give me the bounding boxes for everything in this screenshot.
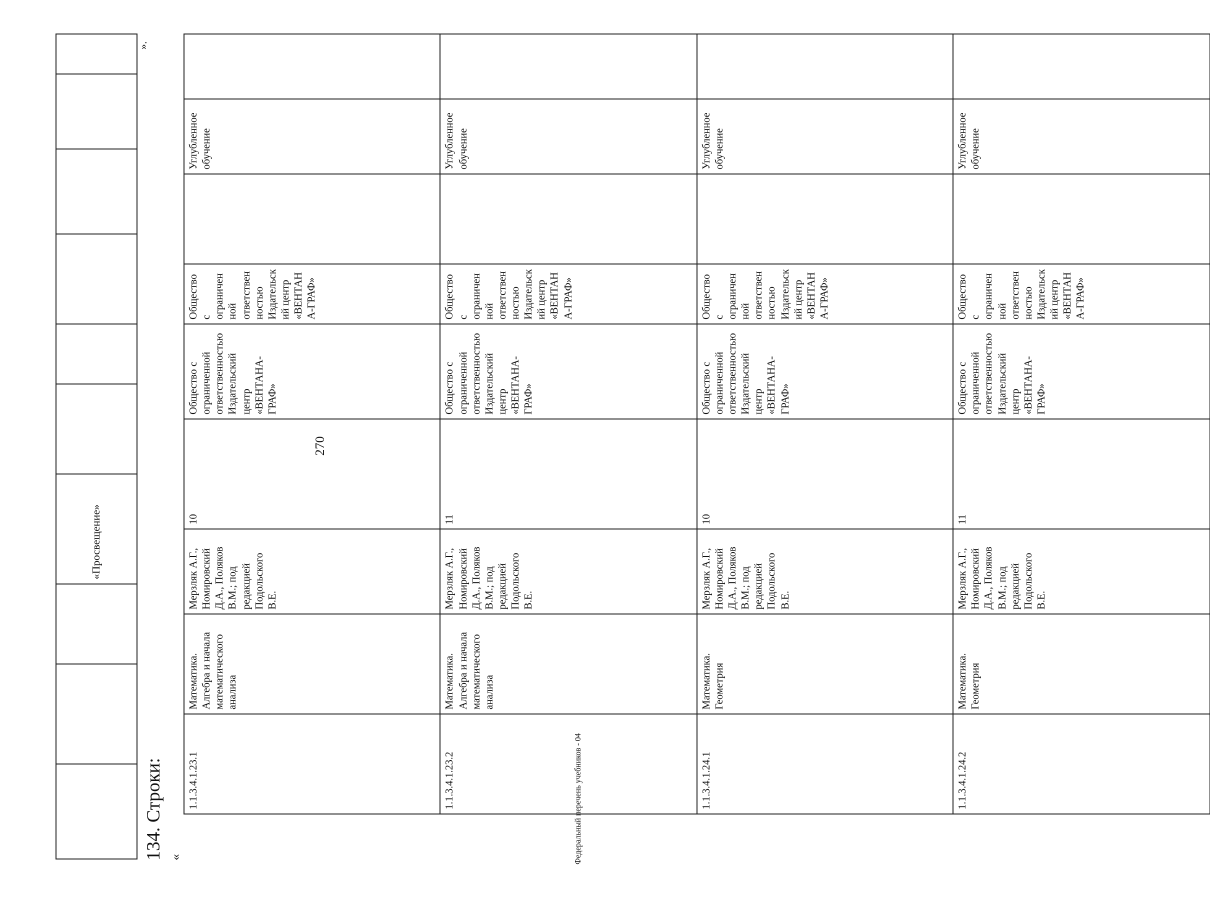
- row-legal-entity: Общество с ограниченной ответственностью Издательский центр «ВЕНТАНА-ГРАФ»: [696, 264, 952, 324]
- row-title: Математика. Геометрия: [953, 614, 1209, 714]
- row-title: Математика. Геометрия: [696, 614, 952, 714]
- row-authors: Мерзляк А.Г., Номировский Д.А., Поляков В.М.; под редакцией Подольского В.Е.: [184, 529, 440, 614]
- row-empty: [953, 34, 1209, 99]
- top-cell: [56, 34, 137, 74]
- row-publisher: Общество с ограниченной ответственностью Издательский центр «ВЕНТАНА-ГРАФ»: [953, 324, 1209, 419]
- row-empty: [440, 174, 696, 264]
- row-empty: [953, 174, 1209, 264]
- row-id: 1.1.3.4.1.23.1: [184, 714, 440, 814]
- row-id: 1.1.3.4.1.24.1: [696, 714, 952, 814]
- row-empty: [440, 34, 696, 99]
- top-cell: [56, 234, 137, 324]
- previous-row-table: [55, 34, 137, 860]
- top-cell: [56, 584, 137, 664]
- textbook-table: [183, 34, 1210, 815]
- top-cell: [56, 664, 137, 764]
- section-heading: 134. Строки:: [143, 757, 164, 861]
- row-authors: Мерзляк А.Г., Номировский Д.А., Поляков В.М.; под редакцией Подольского В.Е.: [696, 529, 952, 614]
- row-empty: [184, 174, 440, 264]
- row-level: Углубленное обучение: [953, 99, 1209, 174]
- table-row: [184, 34, 440, 814]
- row-publisher: Общество с ограниченной ответственностью Издательский центр «ВЕНТАНА-ГРАФ»: [440, 324, 696, 419]
- row-legal-entity: Общество с ограниченной ответственностью Издательский центр «ВЕНТАНА-ГРАФ»: [953, 264, 1209, 324]
- row-authors: Мерзляк А.Г., Номировский Д.А., Поляков В.М.; под редакцией Подольского В.Е.: [953, 529, 1209, 614]
- rotated-sheet: [55, 40, 1087, 865]
- row-empty: [696, 34, 952, 99]
- row-title: Математика. Алгебра и начала математического анализа: [440, 614, 696, 714]
- row-level: Углубленное обучение: [440, 99, 696, 174]
- table-row: [440, 34, 696, 814]
- closing-quote: ».: [137, 41, 149, 50]
- top-cell-publisher: «Просвещение»: [56, 474, 137, 584]
- page-number: 270: [312, 436, 327, 456]
- row-title: Математика. Алгебра и начала математического анализа: [184, 614, 440, 714]
- row-grade: 11: [953, 419, 1209, 529]
- row-legal-entity: Общество с ограниченной ответственностью Издательский центр «ВЕНТАНА-ГРАФ»: [440, 264, 696, 324]
- row-legal-entity: Общество с ограниченной ответственностью Издательский центр «ВЕНТАНА-ГРАФ»: [184, 264, 440, 324]
- row-grade: 10: [184, 419, 440, 529]
- row-grade: 10: [696, 419, 952, 529]
- footer-note: Федеральный перечень учебников - 04: [573, 733, 582, 865]
- opening-quote: «: [167, 854, 182, 861]
- top-cell: [56, 149, 137, 234]
- row-publisher: Общество с ограниченной ответственностью Издательский центр «ВЕНТАНА-ГРАФ»: [696, 324, 952, 419]
- top-cell: [56, 324, 137, 384]
- row-level: Углубленное обучение: [184, 99, 440, 174]
- top-cell: [56, 764, 137, 859]
- table-row: [696, 34, 952, 814]
- table-row: [953, 34, 1209, 814]
- row-id: 1.1.3.4.1.24.2: [953, 714, 1209, 814]
- row-empty: [184, 34, 440, 99]
- row-grade: 11: [440, 419, 696, 529]
- row-id: 1.1.3.4.1.23.2: [440, 714, 696, 814]
- top-cell: [56, 384, 137, 474]
- top-cell: [56, 74, 137, 149]
- row-publisher: Общество с ограниченной ответственностью Издательский центр «ВЕНТАНА-ГРАФ»: [184, 324, 440, 419]
- row-empty: [696, 174, 952, 264]
- row-level: Углубленное обучение: [696, 99, 952, 174]
- row-authors: Мерзляк А.Г., Номировский Д.А., Поляков В.М.; под редакцией Подольского В.Е.: [440, 529, 696, 614]
